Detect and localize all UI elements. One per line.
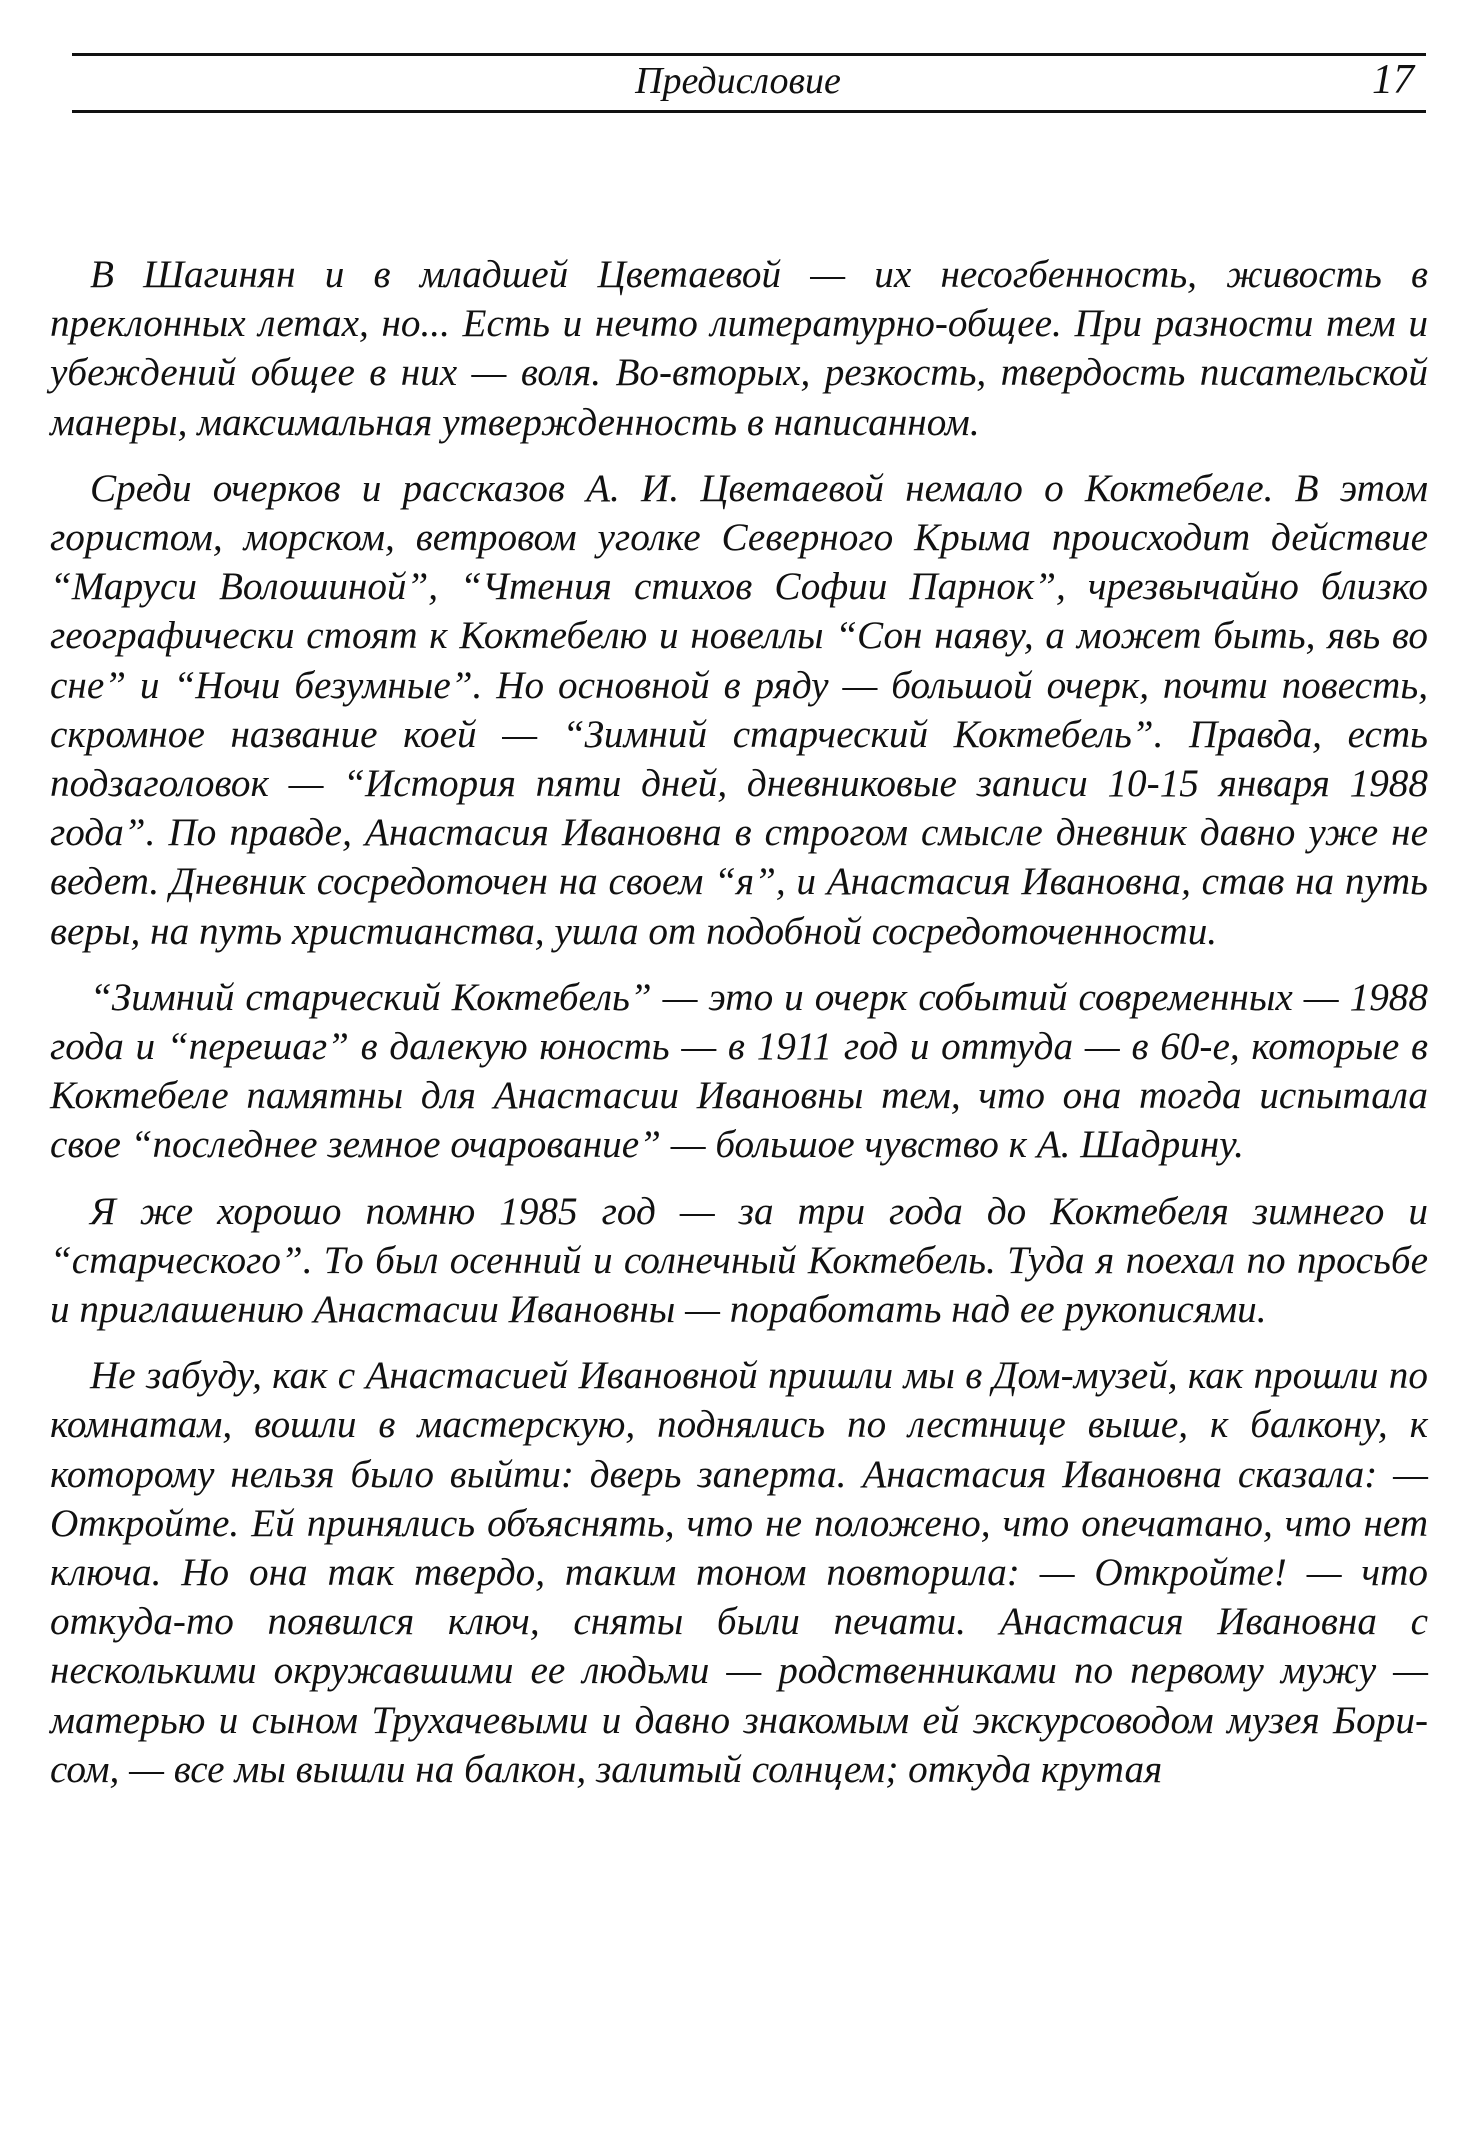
body-text	[50, 250, 1428, 1794]
page-number: 17	[1372, 57, 1414, 103]
paragraph-4: Я же хорошо помню 1985 год — за три года до Коктебеля зимнего и “старческого”. То был осенний и солнечный Коктебель. Туда я поехал по просьбе и приглашению Анастасии Ивановны — поработать над ее рукописями.	[50, 1189, 1428, 1332]
header-top-rule	[72, 53, 1426, 56]
header-bottom-rule	[72, 110, 1426, 113]
paragraph-5: Не забуду, как с Анастасией Ивановной пришли мы в Дом-музей, как прошли по комнатам, вошли в мастерскую, поднялись по лестнице выше, к балкону, к которому нельзя было выйти: дверь заперта. Анастасия Ивановна сказала: — Откройте. Ей принялись объяснять, что не положено, что опечатано, что нет ключа. Но она так твердо, таким тоном повторила: — Откройте! — что откуда-то появился ключ, сняты были печати. Анастасия Ивановна с несколькими окружавшими ее людьми — родственниками по первому мужу — матерью и сыном Трухачевыми и давно знакомым ей экскурсоводом музея Борисом, — все мы вышли на балкон, залитый солнцем; откуда крутая	[50, 1354, 1428, 1791]
paragraph-1: В Шагинян и в младшей Цветаевой — их несогбенность, живость в преклонных летах, но... Есть и нечто литературно-общее. При разности тем и убеждений общее в них — воля. Во-вторых, резкость, твердость писательской манеры, максимальная утвержденность в написанном.	[50, 253, 1428, 444]
running-title: Предисловие	[635, 60, 841, 102]
paragraph-2: Среди очерков и рассказов А. И. Цветаевой немало о Коктебеле. В этом гористом, морском, ветровом уголке Северного Крыма происходит действие “Маруси Волошиной”, “Чтения стихов Софии Парнок”, чрезвычайно близко географически стоят к Коктебелю и новеллы “Сон наяву, а может быть, явь во сне” и “Ночи безумные”. Но основной в ряду — большой очерк, почти повесть, скромное название коей — “Зимний старческий Коктебель”. Правда, есть подзаголовок — “История пяти дней, дневниковые записи 10-15 января 1988 года”. По правде, Анастасия Ивановна в строгом смысле дневник давно уже не ведет. Дневник сосредоточен на своем “я”, и Анастасия Ивановна, став на путь веры, на путь христианства, ушла от подобной сосредоточенности.	[50, 466, 1428, 953]
paragraph-3: “Зимний старческий Коктебель” — это и очерк событий современных — 1988 года и “перешаг” в далекую юность — в 1911 год и оттуда — в 60-е, которые в Коктебеле памятны для Анастасии Ивановны тем, что она тогда испытала свое “последнее земное очарование” — большое чувство к А. Шадрину.	[50, 975, 1428, 1167]
